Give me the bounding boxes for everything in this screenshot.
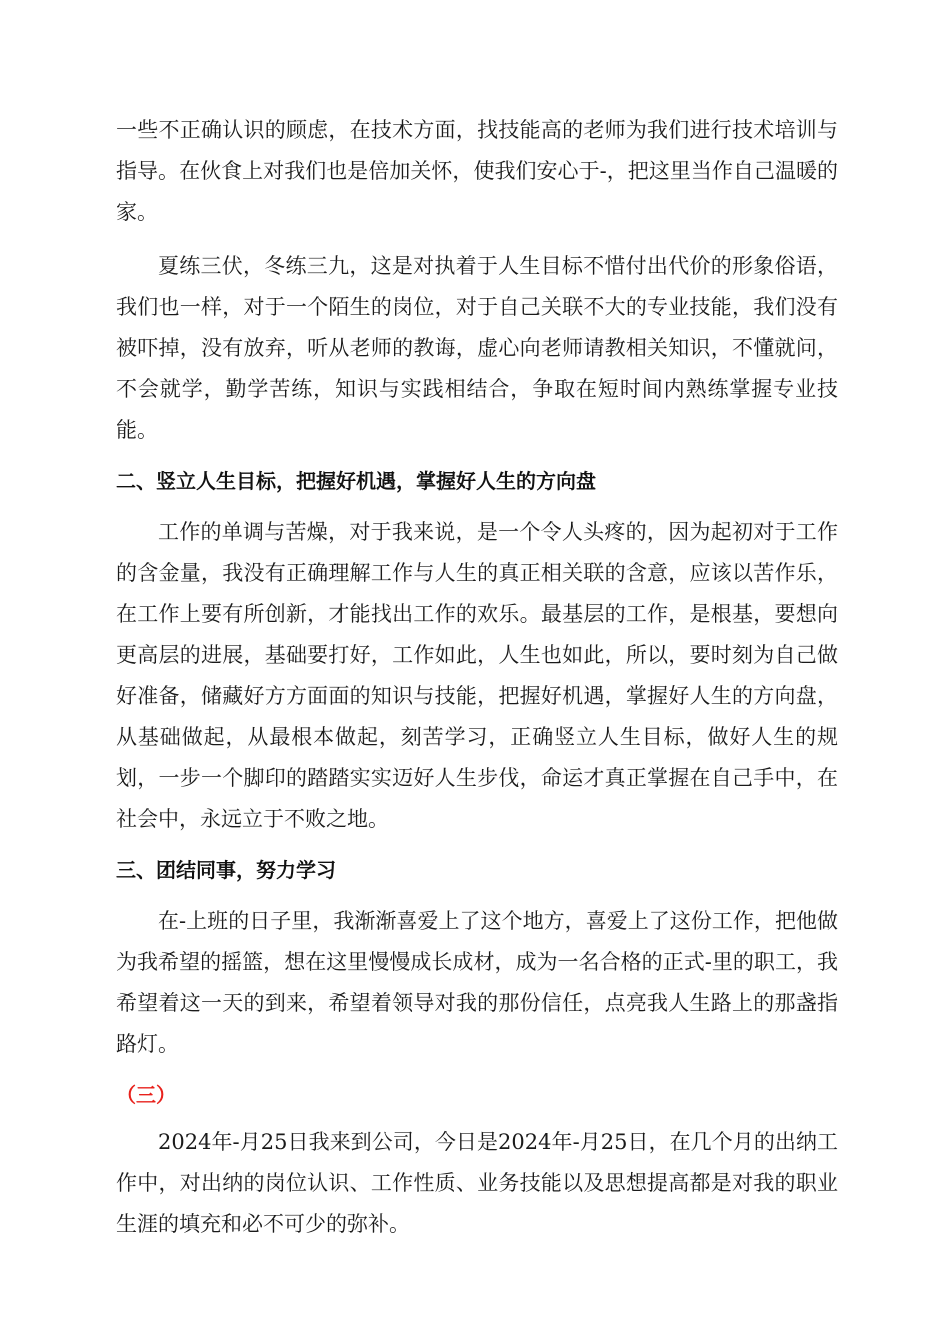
- section-heading-3: 三、团结同事，努力学习: [116, 858, 336, 882]
- document-body: [116, 110, 838, 1258]
- paragraph-5: 2024年-月25日我来到公司，今日是2024年-月25日，在几个月的出纳工作中，对出纳的岗位认识、工作性质、业务技能以及思想提高都是对我的职业生涯的填充和必不可少的弥补。: [116, 1130, 838, 1236]
- section-label-red: （三）: [116, 1083, 176, 1107]
- paragraph-1: 一些不正确认识的顾虑，在技术方面，找技能高的老师为我们进行技术培训与指导。在伙食上对我们也是倍加关怀，使我们安心于-，把这里当作自己温暖的家。: [116, 118, 838, 224]
- paragraph-2: 夏练三伏，冬练三九，这是对执着于人生目标不惜付出代价的形象俗语，我们也一样，对于一个陌生的岗位，对于自己关联不大的专业技能，我们没有被吓掉，没有放弃，听从老师的教诲，虚心向老师请教相关知识，不懂就问，不会就学，勤学苦练，知识与实践相结合，争取在短时间内熟练掌握专业技能。: [116, 254, 838, 442]
- paragraph-3: 工作的单调与苦燥，对于我来说，是一个令人头疼的，因为起初对于工作的含金量，我没有正确理解工作与人生的真正相关联的含意，应该以苦作乐，在工作上要有所创新，才能找出工作的欢乐。最基层的工作，是根基，要想向更高层的进展，基础要打好，工作如此，人生也如此，所以，要时刻为自己做好准备，储藏好方方面面的知识与技能，把握好机遇，掌握好人生的方向盘，从基础做起，从最根本做起，刻苦学习，正确竖立人生目标，做好人生的规划，一步一个脚印的踏踏实实迈好人生步伐，命运才真正掌握在自己手中，在社会中，永远立于不败之地。: [116, 520, 838, 831]
- section-heading-2: 二、竖立人生目标，把握好机遇，掌握好人生的方向盘: [116, 469, 596, 493]
- paragraph-4: 在-上班的日子里，我渐渐喜爱上了这个地方，喜爱上了这份工作，把他做为我希望的摇篮，想在这里慢慢成长成材，成为一名合格的正式-里的职工，我希望着这一天的到来，希望着领导对我的那份信任，点亮我人生路上的那盏指路灯。: [116, 909, 838, 1056]
